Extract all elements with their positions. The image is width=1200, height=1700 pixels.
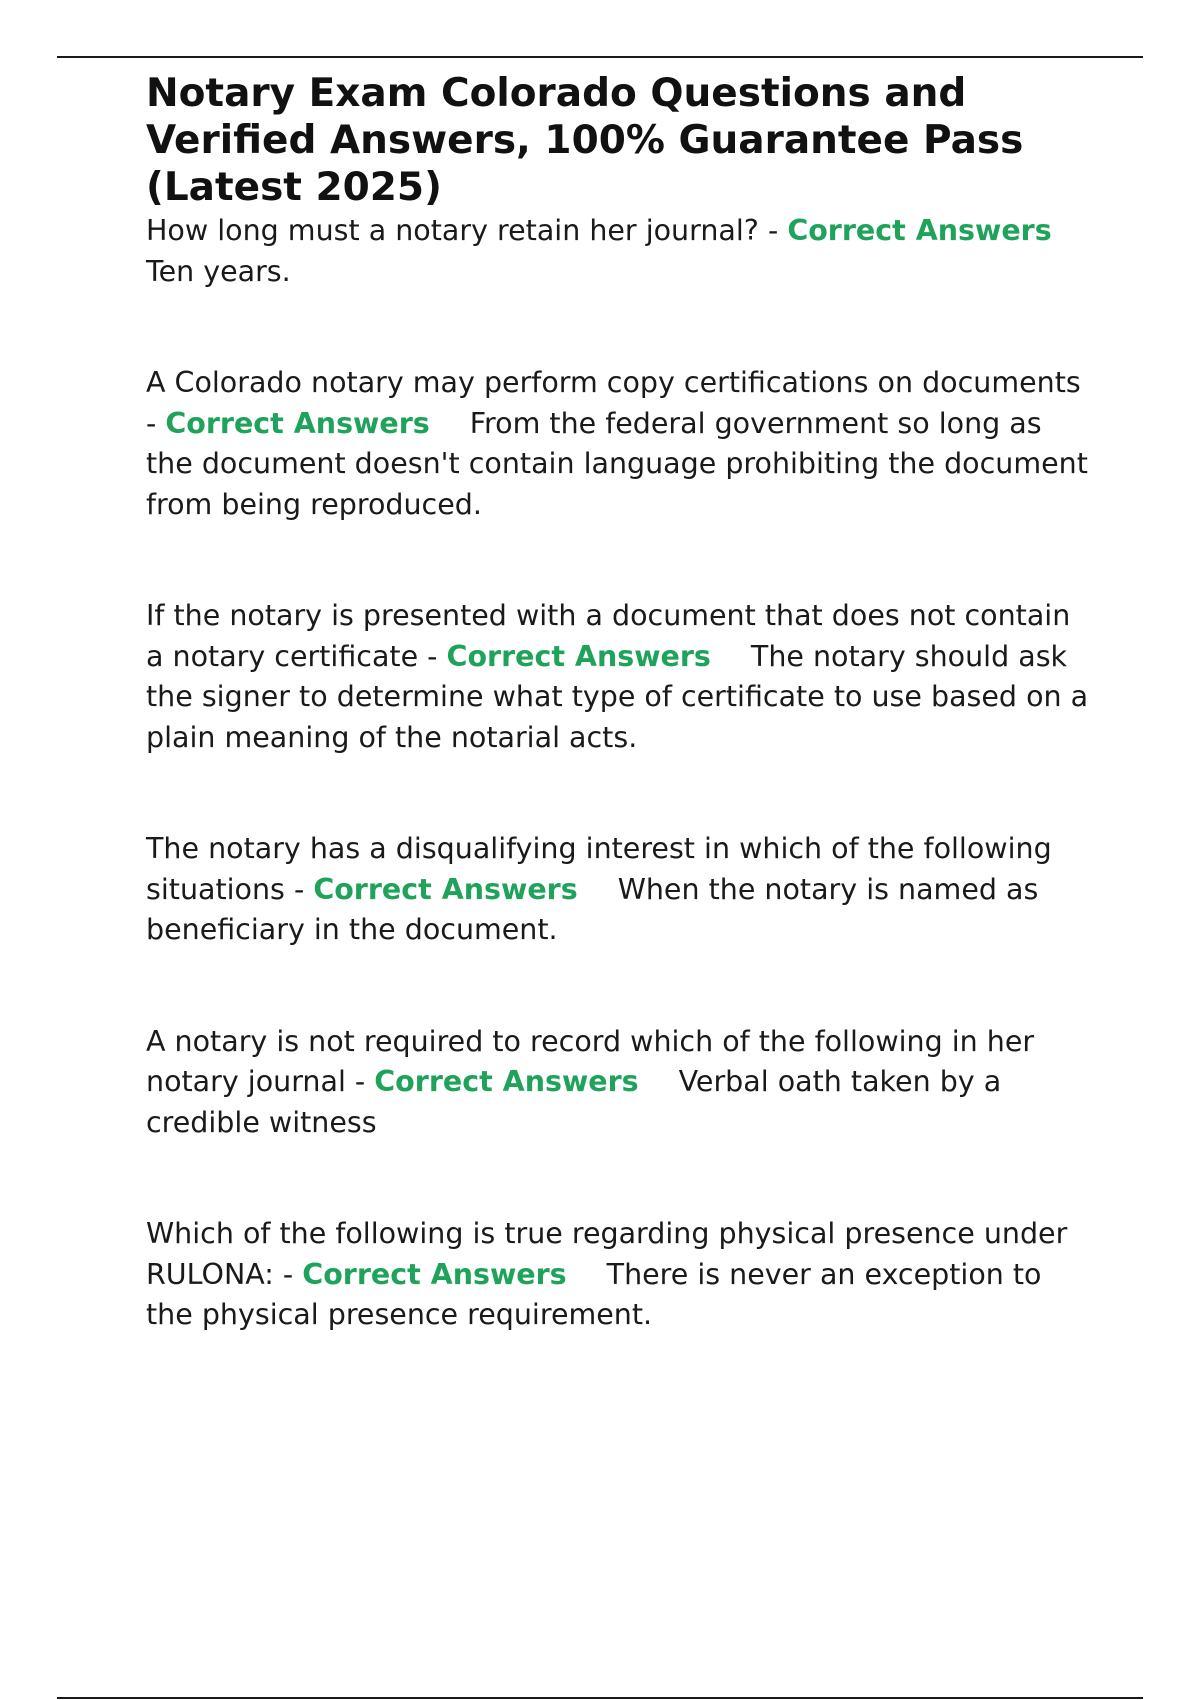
correct-answers-label: Correct Answers — [787, 214, 1052, 247]
qa-item — [146, 363, 1096, 525]
qa-item — [146, 1022, 1096, 1144]
correct-answers-label: Correct Answers — [165, 406, 430, 440]
qa-item — [146, 596, 1096, 758]
answer-text: Verbal oath taken by a credible witness — [146, 1065, 1002, 1139]
bottom-rule — [57, 1697, 1143, 1699]
document-title: Notary Exam Colorado Questions and Verified Answers, 100% Guarantee Pass (Latest 2025) — [146, 71, 1024, 210]
question-text: The notary has a disqualifying interest in which of the following situations - — [146, 832, 1052, 906]
qa-item — [146, 1214, 1096, 1336]
correct-answers-label: Correct Answers — [446, 639, 711, 673]
correct-answers-label: Correct Answers — [302, 1257, 567, 1291]
correct-answers-label: Correct Answers — [374, 1065, 639, 1098]
question-text: A notary is not required to record which of the following in her notary journal - — [146, 1024, 1035, 1098]
answer-text: Ten years. — [146, 254, 291, 288]
answer-text: From the federal government so long as the document doesn't contain language prohibiting the document from being reproduced. — [146, 406, 1088, 521]
answer-text: When the notary is named as beneficiary in the document. — [146, 872, 1039, 946]
answer-text: The notary should ask the signer to determine what type of certificate to use based on a plain meaning of the notarial acts. — [146, 639, 1089, 754]
answer-text: There is never an exception to the physical presence requirement. — [146, 1257, 1042, 1331]
qa-item — [146, 829, 1096, 951]
top-rule — [57, 56, 1143, 58]
question-text: A Colorado notary may perform copy certifications on documents - — [146, 366, 1081, 440]
question-text: Which of the following is true regarding physical presence under RULONA: - — [146, 1217, 1068, 1291]
document-body — [146, 70, 1096, 1407]
correct-answers-label: Correct Answers — [313, 872, 578, 906]
qa-list — [146, 211, 1096, 1336]
qa-item — [146, 211, 1096, 292]
question-text: How long must a notary retain her journal? - — [146, 214, 788, 247]
question-text: If the notary is presented with a document that does not contain a notary certificate - — [146, 599, 1071, 673]
